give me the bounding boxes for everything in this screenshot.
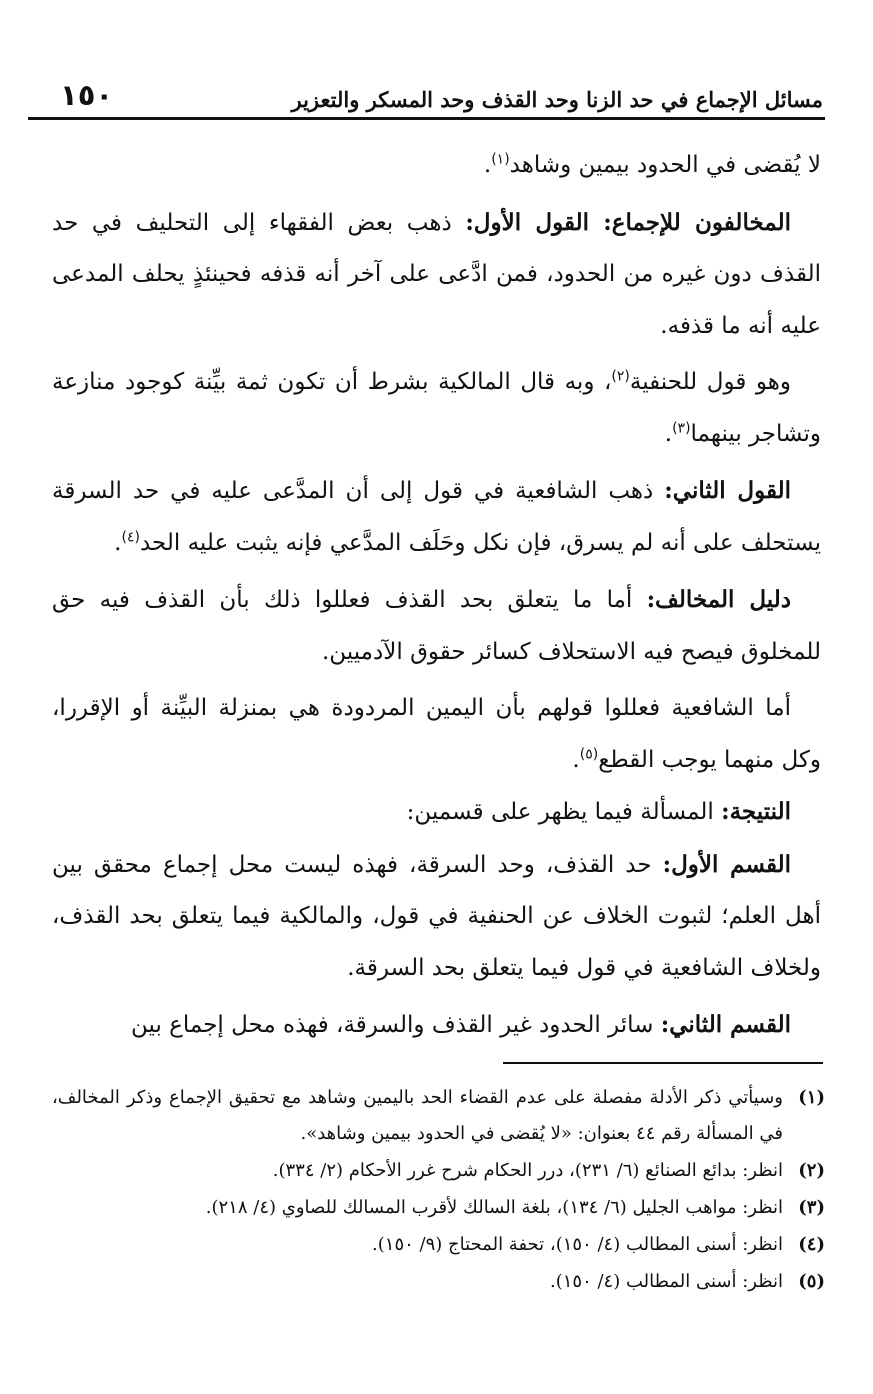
footnote-ref-2[interactable]: (٢) — [611, 368, 630, 385]
footnote-3 — [52, 1190, 825, 1226]
paragraph-5-lead: دليل المخالف: — [646, 586, 791, 613]
page-header — [60, 64, 823, 110]
footnotes — [52, 1080, 825, 1301]
footnote-number: (٣) — [798, 1197, 825, 1218]
paragraph-7-lead: النتيجة: — [721, 798, 791, 825]
footnote-text: انظر: أسنى المطالب (٤/ ١٥٠). — [549, 1271, 783, 1292]
paragraph-8-lead: القسم الأول: — [662, 850, 791, 878]
running-title: مسائل الإجماع في حد الزنا وحد القذف وحد المسكر والتعزير — [291, 87, 823, 112]
footnote-5 — [52, 1264, 825, 1300]
footnote-4 — [52, 1227, 825, 1263]
paragraph-7: النتيجة: المسألة فيما يظهر على قسمين: — [406, 798, 791, 825]
header-rule — [28, 117, 825, 120]
paragraph-6: أما الشافعية فعللوا قولهم بأن اليمين المردودة هي بمنزلة البيِّنة أو الإقررا، وكل منهما يوجب القطع$^{(٥)}$. — [52, 695, 821, 773]
paragraph-1: لا يُقضى في الحدود بيمين وشاهد$^{(١)}$. — [483, 151, 821, 178]
paragraph-9-lead: القسم الثاني: — [660, 1011, 791, 1038]
page-number: ١٥٠ — [60, 78, 114, 112]
paragraph-4: القول الثاني: ذهب الشافعية في قول إلى أن المدَّعى عليه في حد السرقة يستحلف على أنه لم يسرق، فإن نكل وحَلَف المدَّعي فإنه يثبت عليه الحد$^{(٤)}$. — [52, 477, 821, 556]
footnote-number: (٥) — [798, 1271, 825, 1292]
footnote-text: انظر: أسنى المطالب (٤/ ١٥٠)، تحفة المحتاج (٩/ ١٥٠). — [372, 1234, 783, 1255]
footnote-number: (١) — [798, 1087, 825, 1108]
paragraph-3: وهو قول للحنفية$^{(٢)}$، وبه قال المالكية بشرط أن تكون ثمة بيِّنة كوجود منازعة وتشاجر بينهما$^{(٣)}$. — [52, 368, 821, 447]
footnote-separator — [503, 1062, 823, 1064]
footnote-ref-1[interactable]: (١) — [491, 151, 510, 168]
footnote-ref-5[interactable]: (٥) — [579, 745, 599, 762]
paragraph-9: القسم الثاني: سائر الحدود غير القذف والسرقة، فهذه محل إجماع بين — [131, 1011, 791, 1038]
paragraph-2-lead: المخالفون للإجماع: القول الأول: — [465, 208, 791, 236]
footnote-1 — [52, 1080, 825, 1152]
footnote-ref-3[interactable]: (٣) — [672, 419, 691, 436]
paragraph-2: المخالفون للإجماع: القول الأول: ذهب بعض الفقهاء إلى التحليف في حد القذف دون غيره من الحدود، فمن ادَّعى على آخر أنه قذفه فحينئذٍ يحلف المدعى عليه أنه ما قذفه. — [52, 208, 821, 339]
paragraph-4-lead: القول الثاني: — [664, 477, 791, 504]
footnote-number: (٢) — [798, 1160, 825, 1181]
footnote-text: انظر: مواهب الجليل (٦/ ١٣٤)، بلغة السالك لأقرب المسالك للصاوي (٤/ ٢١٨). — [205, 1197, 783, 1218]
footnote-number: (٤) — [798, 1234, 825, 1255]
main-text — [52, 140, 821, 1052]
footnote-ref-4[interactable]: (٤) — [121, 528, 140, 545]
paragraph-5: دليل المخالف: أما ما يتعلق بحد القذف فعللوا ذلك بأن القذف فيه حق للمخلوق فيصح فيه الاستحلاف كسائر حقوق الآدميين. — [52, 586, 821, 665]
paragraph-8: القسم الأول: حد القذف، وحد السرقة، فهذه ليست محل إجماع محقق بين أهل العلم؛ لثبوت الخلاف عن الحنفية في قول، والمالكية فيما يتعلق بحد القذف، ولخلاف الشافعية في قول فيما يتعلق بحد السرقة. — [52, 850, 821, 981]
footnote-text: انظر: بدائع الصنائع (٦/ ٢٣١)، درر الحكام شرح غرر الأحكام (٢/ ٣٣٤). — [272, 1160, 783, 1181]
footnote-text: وسيأتي ذكر الأدلة مفصلة على عدم القضاء الحد باليمين وشاهد مع تحقيق الإجماع وذكر المخالف، في المسألة رقم ٤٤ بعنوان: «لا يُقضى في الحدود بيمين وشاهد». — [52, 1087, 783, 1144]
footnote-2 — [52, 1153, 825, 1189]
